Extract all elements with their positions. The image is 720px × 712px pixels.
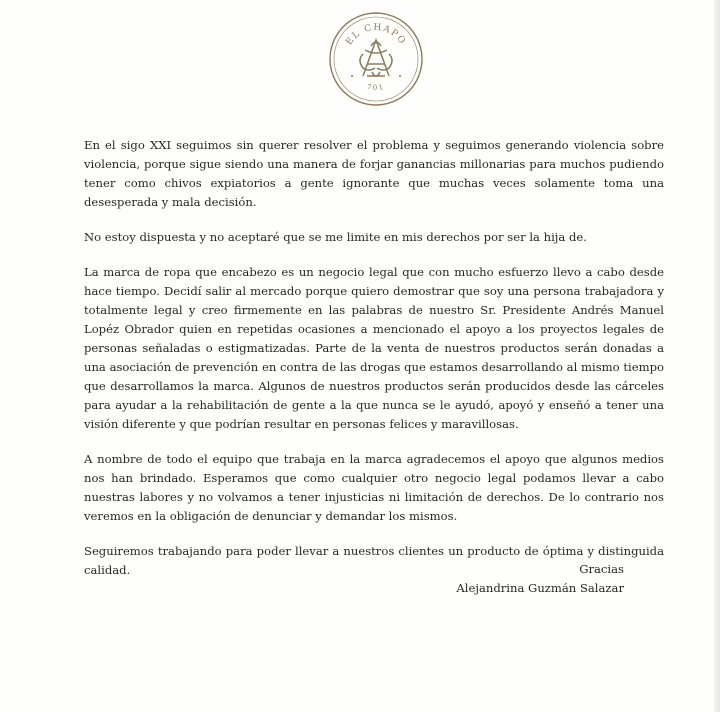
- brand-text: EL CHAPO: [344, 22, 408, 48]
- svg-text:701: [366, 83, 386, 92]
- ornate-monogram-icon: [327, 10, 425, 108]
- paragraph-1: En el sigo XXI seguimos sin querer resolver el problema y seguimos generando violencia sobre violencia, porque sigue siendo una manera de forjar ganancias millonarias para muchos pudiendo tener como chivos expiatorios a gente ignorante que muchas veces solamente toma una desesperada y mala decisión.: [84, 138, 664, 209]
- paragraph-3: La marca de ropa que encabezo es un negocio legal que con mucho esfuerzo llevo a cabo desde hace tiempo. Decidí salir al mercado porque quiero demostrar que soy una persona trabajadora y totalmente legal y creo firmemente en las palabras de nuestro Sr. Presidente Andrés Manuel Lopéz Obrador quien en repetidas ocasiones a mencionado el apoyo a los proyectos legales de personas señaladas o estigmatizadas. Parte de la venta de nuestros productos serán donadas a una asociación de prevención en contra de las drogas que estamos desarrollando al mismo tiempo que desarrollamos la marca. Algunos de nuestros productos serán producidos desde las cárceles para ayudar a la rehabilitación de gente a la que nunca se le ayudó, apoyó y enseñó a tener una visión diferente y que podrían resultar en personas felices y maravillosas.: [84, 265, 664, 431]
- paragraph-4: A nombre de todo el equipo que trabaja en la marca agradecemos el apoyo que algunos medios nos han brindado. Esperamos que como cualquier otro negocio legal podamos llevar a cabo nuestras labores y no volvamos a tener injusticias ni limitación de derechos. De lo contrario nos veremos en la obligación de denunciar y demandar los mismos.: [84, 452, 664, 523]
- closing-text: Gracias: [579, 562, 624, 576]
- paragraph-2: No estoy dispuesta y no aceptaré que se me limite en mis derechos por ser la hija de.: [84, 230, 587, 244]
- page-edge-shadow: [714, 0, 720, 712]
- signature-block: [456, 560, 624, 598]
- number-text: 701: [365, 82, 387, 93]
- svg-text:EL CHAPO: [344, 23, 407, 47]
- letter-body: [84, 136, 664, 580]
- signer-name: Alejandrina Guzmán Salazar: [456, 581, 624, 595]
- paragraph-5: Seguiremos trabajando para poder llevar a nuestros clientes un producto de óptima y distinguida calidad.: [84, 544, 664, 577]
